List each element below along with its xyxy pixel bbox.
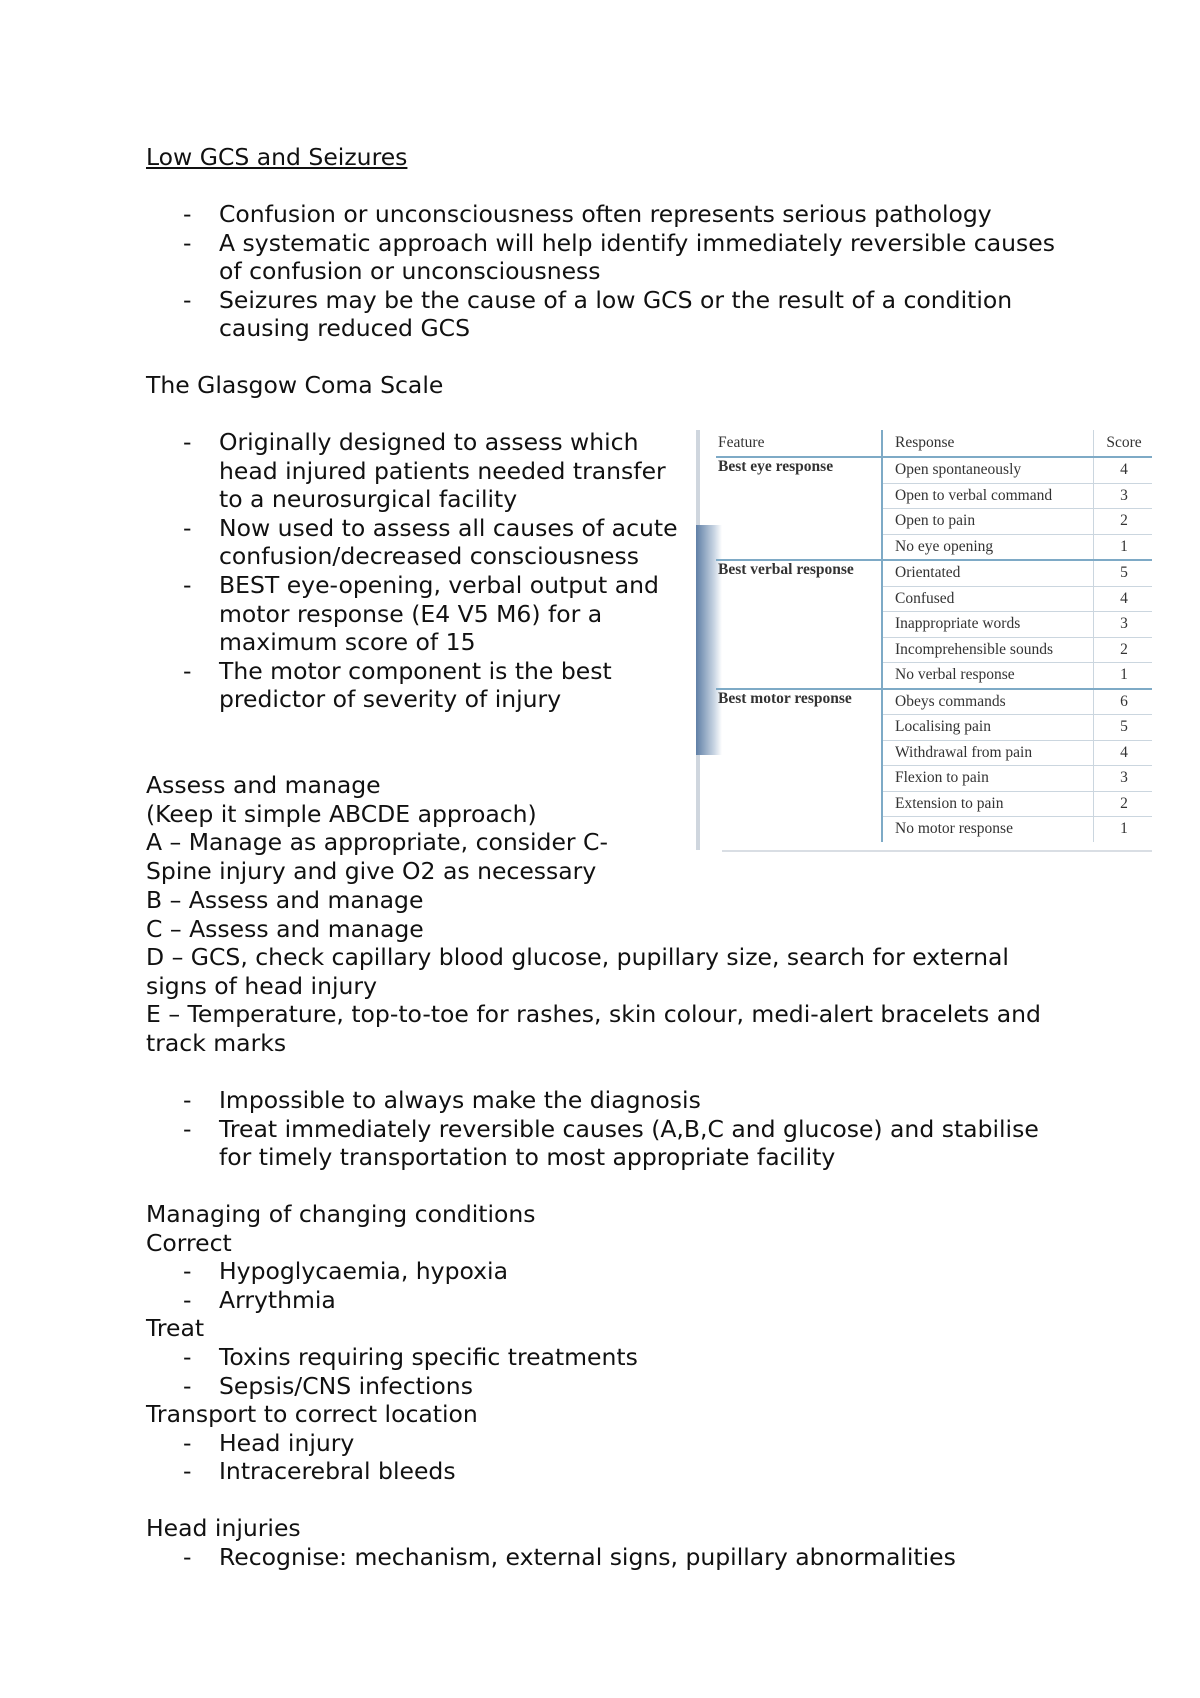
list-item: - Now used to assess all causes of acute confusion/decreased consciousness: [146, 514, 686, 571]
response-cell: Incomprehensible sounds: [882, 637, 1094, 663]
score-cell: 3: [1094, 612, 1153, 638]
table-header-row: [716, 430, 1152, 457]
figure-bottom-rule: [722, 850, 1152, 852]
transport-label: Transport to correct location: [146, 1400, 478, 1429]
abcde-line-a: A – Manage as appropriate, consider C-Spine injury and give O2 as necessary: [146, 828, 608, 885]
abcde-line-e: E – Temperature, top-to-toe for rashes, skin colour, medi-alert bracelets and track marks: [146, 1000, 1041, 1057]
response-cell: Obeys commands: [882, 689, 1094, 715]
list-item: - Intracerebral bleeds: [146, 1457, 1066, 1486]
gcs-table: [716, 430, 1152, 842]
feature-cell: Best verbal response: [716, 560, 882, 689]
score-cell: 1: [1094, 817, 1153, 842]
response-cell: Orientated: [882, 560, 1094, 586]
score-cell: 2: [1094, 791, 1153, 817]
score-cell: 4: [1094, 457, 1153, 483]
changing-section: [146, 1200, 1066, 1486]
response-cell: Open to pain: [882, 509, 1094, 535]
score-cell: 2: [1094, 509, 1153, 535]
list-item: - A systematic approach will help identify immediately reversible causes of confusion or unconsciousness: [146, 229, 1066, 286]
treat-label: Treat: [146, 1314, 205, 1343]
list-item: - Seizures may be the cause of a low GCS or the result of a condition causing reduced GCS: [146, 286, 1066, 343]
response-cell: No verbal response: [882, 663, 1094, 689]
response-cell: Confused: [882, 586, 1094, 612]
transport-list: [146, 1429, 1066, 1486]
column-header: Score: [1094, 430, 1153, 457]
response-cell: Inappropriate words: [882, 612, 1094, 638]
list-item: - Originally designed to assess which head injured patients needed transfer to a neurosurgical facility: [146, 428, 686, 514]
table-row: [716, 560, 1152, 586]
list-item: - Toxins requiring specific treatments: [146, 1343, 1066, 1372]
score-cell: 3: [1094, 483, 1153, 509]
score-cell: 5: [1094, 560, 1153, 586]
score-cell: 4: [1094, 740, 1153, 766]
abcde-line-d: D – GCS, check capillary blood glucose, pupillary size, search for external signs of head injury: [146, 943, 1009, 1000]
correct-label: Correct: [146, 1228, 232, 1257]
abcde-line-b: B – Assess and manage: [146, 886, 424, 914]
score-cell: 4: [1094, 586, 1153, 612]
abcde-line-c: C – Assess and manage: [146, 914, 424, 943]
changing-heading: Managing of changing conditions: [146, 1200, 536, 1228]
score-cell: 6: [1094, 689, 1153, 715]
list-item: - Sepsis/CNS infections: [146, 1372, 1066, 1401]
column-header: Feature: [716, 430, 882, 457]
response-cell: No eye opening: [882, 534, 1094, 560]
list-item: - Arrythmia: [146, 1286, 1066, 1315]
column-header: Response: [882, 430, 1094, 457]
list-item: - Confusion or unconsciousness often represents serious pathology: [146, 200, 1066, 229]
score-cell: 2: [1094, 637, 1153, 663]
assess-section: [146, 771, 636, 885]
response-cell: Localising pain: [882, 715, 1094, 741]
score-cell: 1: [1094, 663, 1153, 689]
list-item: - The motor component is the best predictor of severity of injury: [146, 657, 686, 714]
score-cell: 3: [1094, 766, 1153, 792]
list-item: - Recognise: mechanism, external signs, pupillary abnormalities: [146, 1543, 1066, 1572]
score-cell: 1: [1094, 534, 1153, 560]
response-cell: Open spontaneously: [882, 457, 1094, 483]
list-item: - Impossible to always make the diagnosis: [146, 1086, 1066, 1115]
response-cell: Open to verbal command: [882, 483, 1094, 509]
gcs-heading: The Glasgow Coma Scale: [146, 371, 444, 399]
abcde-list: [146, 886, 1066, 1058]
intro-bullet-list: [146, 200, 1066, 343]
list-item: - Hypoglycaemia, hypoxia: [146, 1257, 1066, 1286]
assess-heading: Assess and manage: [146, 771, 381, 799]
response-cell: Withdrawal from pain: [882, 740, 1094, 766]
head-injuries-section: [146, 1514, 1066, 1571]
feature-cell: Best eye response: [716, 457, 882, 560]
list-item: - Treat immediately reversible causes (A,B,C and glucose) and stabilise for timely transportation to most appropriate facility: [146, 1115, 1066, 1172]
table-row: [716, 689, 1152, 715]
score-cell: 5: [1094, 715, 1153, 741]
list-item: - Head injury: [146, 1429, 1066, 1458]
document-title: Low GCS and Seizures: [146, 143, 408, 171]
head-injuries-list: [146, 1543, 1066, 1572]
table-row: [716, 457, 1152, 483]
head-injuries-heading: Head injuries: [146, 1514, 301, 1542]
gcs-bullet-list: [146, 428, 686, 714]
correct-list: [146, 1257, 1066, 1314]
assess-bullet-list: [146, 1086, 1066, 1172]
gcs-table-figure: [696, 430, 1152, 850]
response-cell: Extension to pain: [882, 791, 1094, 817]
treat-list: [146, 1343, 1066, 1400]
list-item: - BEST eye-opening, verbal output and motor response (E4 V5 M6) for a maximum score of 15: [146, 571, 686, 657]
response-cell: Flexion to pain: [882, 766, 1094, 792]
feature-cell: Best motor response: [718, 689, 852, 707]
response-cell: No motor response: [882, 817, 1094, 842]
assess-subheading: (Keep it simple ABCDE approach): [146, 799, 537, 828]
